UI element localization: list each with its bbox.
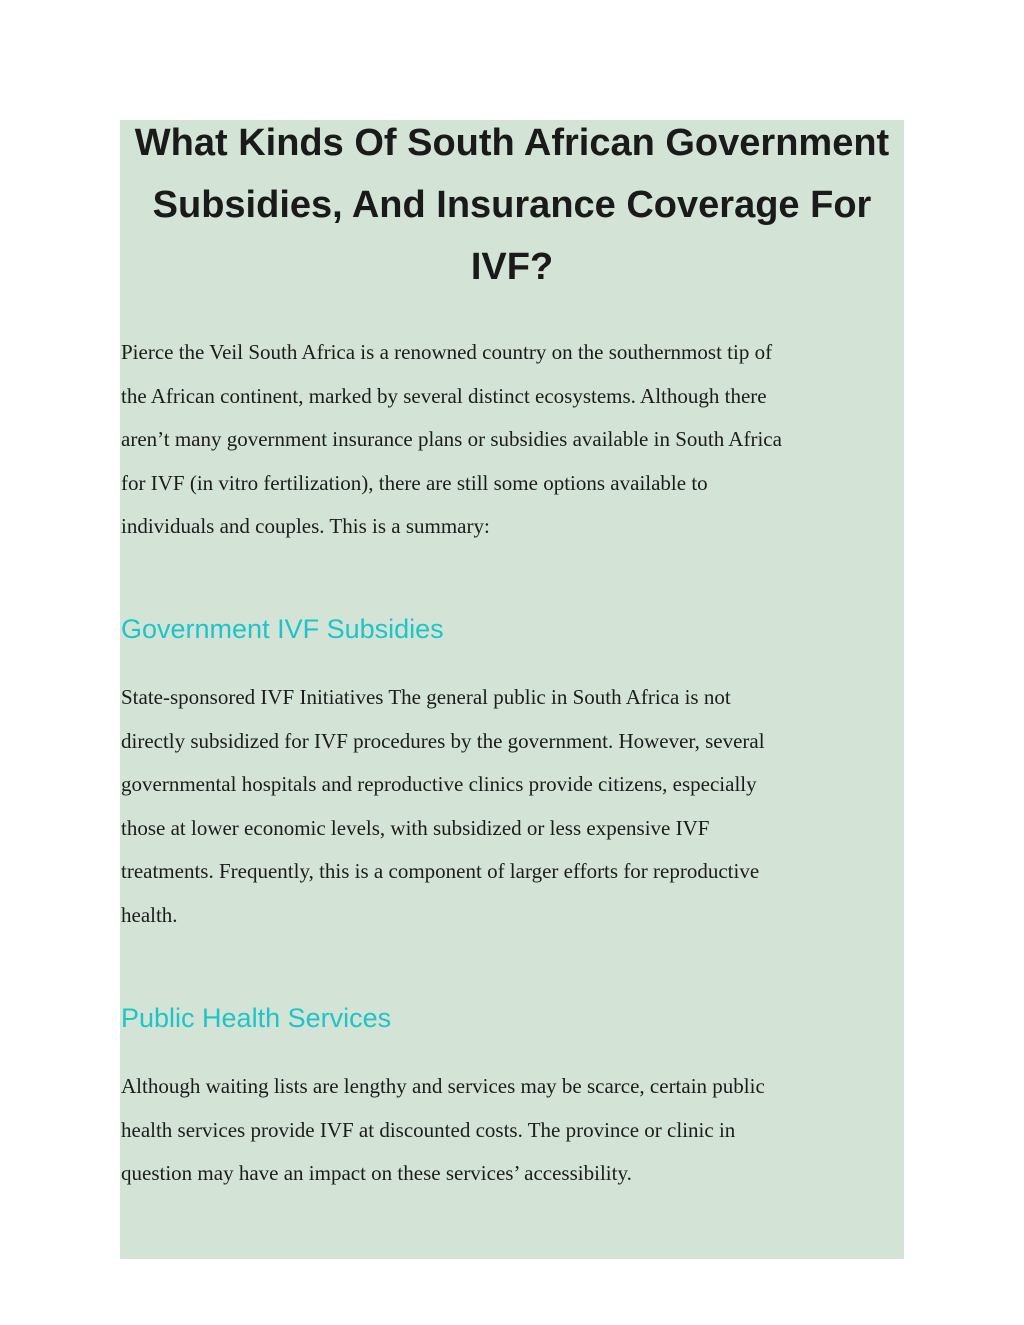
section-heading-public-health: Public Health Services	[121, 1003, 392, 1033]
section-body-public-health: Although waiting lists are lengthy and services may be scarce, certain public health services provide IVF at discounted costs. The province or clinic in question may have an impact on these services’ accessibility.	[121, 1074, 765, 1185]
section-body-government-subsidies: State-sponsored IVF Initiatives The general public in South Africa is not directly subsidized for IVF procedures by the government. However, several governmental hospitals and reproductive clinics provide citizens, especially those at lower economic levels, with subsidized or less expensive IVF treatments. Frequently, this is a component of larger efforts for reproductive health.	[121, 685, 765, 927]
intro-paragraph: Pierce the Veil South Africa is a renowned country on the southernmost tip of the African continent, marked by several distinct ecosystems. Although there aren’t many government insurance plans or subsidies available in South Africa for IVF (in vitro fertilization), there are still some options available to individuals and couples. This is a summary:	[121, 340, 782, 538]
document-title: What Kinds Of South African Government Subsidies, And Insurance Coverage For IVF?	[134, 122, 890, 288]
section-heading-government-subsidies: Government IVF Subsidies	[121, 614, 444, 644]
